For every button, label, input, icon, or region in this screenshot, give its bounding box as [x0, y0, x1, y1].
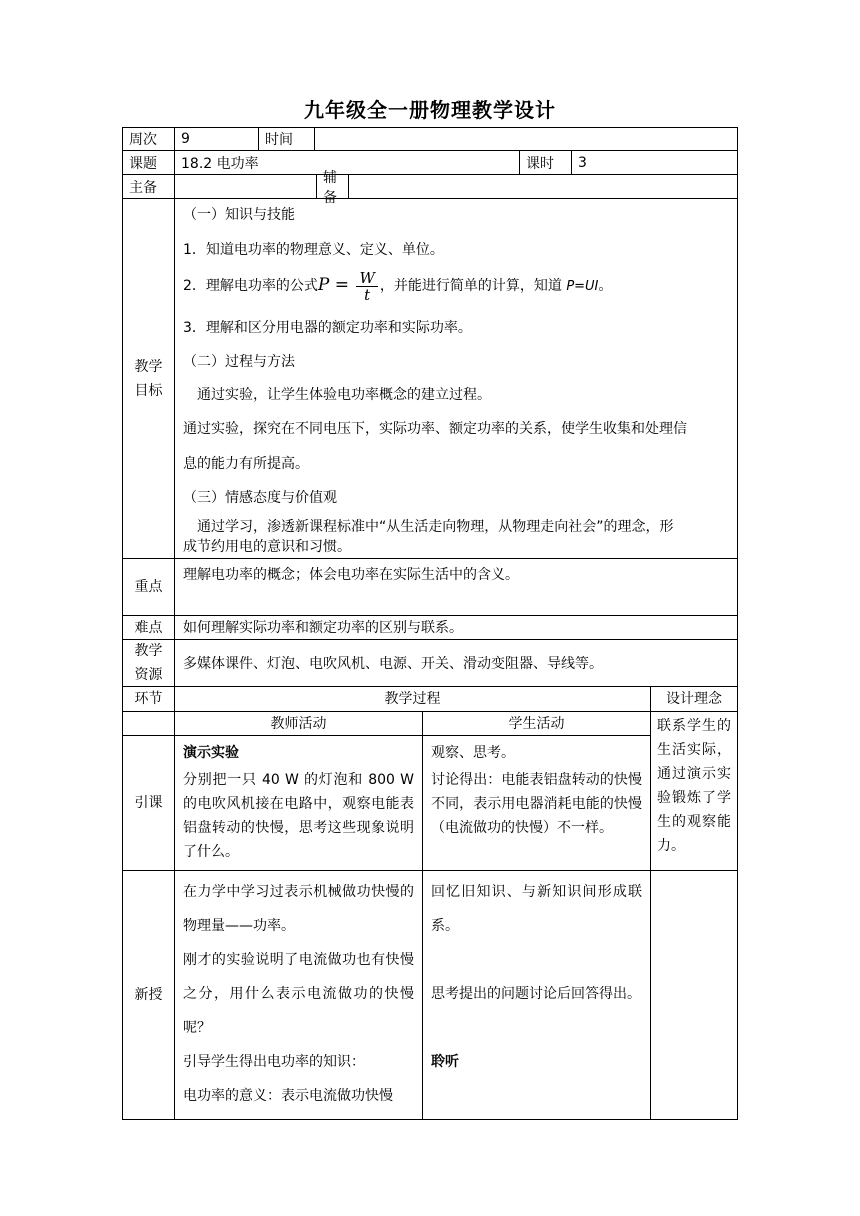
- hours-value-cell: [571, 150, 738, 175]
- intro-student-2: 讨论得出：电能表铝盘转动的快慢不同，表示用电器消耗电能的快慢（电流做功的快慢）不一样。: [431, 772, 642, 836]
- objective-k2-post: ，并能进行简单的计算，知道: [379, 278, 567, 294]
- formula-p: P: [317, 275, 330, 295]
- objective-k1: 1．知道电功率的物理意义、定义、单位。: [183, 242, 444, 258]
- difficulty-label-cell: [122, 615, 175, 640]
- intro-teacher-cell: [174, 735, 423, 871]
- lead-label: 主备: [129, 179, 157, 196]
- document-title: 九年级全一册物理教学设计: [304, 98, 556, 122]
- lead-value-cell: [174, 174, 317, 199]
- difficulty-label: 难点: [134, 619, 163, 636]
- stage-header: 环节: [134, 691, 163, 707]
- idea-header: 设计理念: [666, 691, 722, 707]
- subheader-blank-cell: [122, 711, 175, 736]
- newlesson-teacher-2: 刚才的实验说明了电流做功也有快慢之分，用什么表示电流做功的快慢呢？: [183, 952, 414, 1036]
- keypoint-label: 重点: [134, 579, 163, 595]
- newlesson-teacher-4: 电功率的意义：表示电流做功快慢: [183, 1088, 393, 1104]
- intro-student-cell: [422, 735, 651, 871]
- idea-header-cell: [650, 686, 738, 712]
- teacher-header-cell: [174, 711, 423, 736]
- objective-m2-line2: 息的能力有所提高。: [183, 456, 309, 472]
- intro-teacher-text: 分别把一只 40 W 的灯泡和 800 W 的电吹风机接在电路中，观察电能表铝盘转动的快慢，思考这些现象说明了什么。: [183, 772, 414, 860]
- objectives-content-cell: [174, 198, 738, 559]
- newlesson-label: 新授: [134, 987, 163, 1003]
- difficulty-text: 如何理解实际功率和额定功率的区别与联系。: [183, 620, 463, 636]
- formula-denominator: t: [364, 285, 371, 304]
- objective-e1-line1: 通过学习，渗透新课程标准中“从生活走向物理，从物理走向社会”的理念，形: [197, 519, 674, 535]
- time-value-cell: [314, 127, 738, 151]
- topic-value: 18.2 电功率: [181, 155, 259, 172]
- objective-e1-line2: 成节约用电的意识和习惯。: [183, 539, 351, 555]
- formula-fraction: [356, 270, 377, 303]
- objectives-section-knowledge: （一）知识与技能: [183, 207, 295, 223]
- newlesson-student-1: 回忆旧知识、与新知识间形成联系。: [431, 884, 642, 934]
- teacher-header: 教师活动: [270, 715, 327, 732]
- formula-numerator: W: [356, 270, 377, 287]
- student-header: 学生活动: [508, 715, 565, 732]
- process-header-cell: [174, 686, 651, 712]
- formula-pui: P=UI: [566, 279, 599, 294]
- objective-k2-end: 。: [598, 278, 613, 294]
- resources-text-cell: [174, 639, 738, 687]
- keypoint-text: 理解电功率的概念；体会电功率在实际生活中的含义。: [174, 558, 738, 616]
- newlesson-idea-cell: [650, 870, 738, 1120]
- objectives-label-cell: [122, 198, 175, 559]
- topic-label-cell: [122, 150, 175, 175]
- objectives-label: 教学 目标: [134, 358, 163, 399]
- newlesson-student-cell: [422, 870, 651, 1120]
- newlesson-teacher-3: 引导学生得出电功率的知识：: [183, 1054, 365, 1070]
- keypoint-label-cell: [122, 558, 175, 616]
- resources-label: 教学 资源: [134, 643, 163, 683]
- process-header: 教学过程: [384, 691, 441, 707]
- intro-teacher-title: 演示实验: [183, 745, 239, 761]
- intro-label-cell: [122, 735, 175, 871]
- assist-label-cell: [316, 169, 349, 206]
- objective-k2-pre: 2．理解电功率的公式: [183, 278, 318, 294]
- week-label: 周次: [129, 132, 157, 148]
- resources-label-cell: [122, 639, 175, 687]
- newlesson-student-3: 聆听: [431, 1054, 459, 1070]
- time-label-cell: [258, 127, 315, 151]
- hours-label: 课时: [526, 155, 554, 172]
- resources-text: 多媒体课件、灯泡、电吹风机、电源、开关、滑动变阻器、导线等。: [183, 656, 603, 672]
- newlesson-student-2: 思考提出的问题讨论后回答得出。: [431, 986, 641, 1002]
- objective-m1: 通过实验，让学生体验电功率概念的建立过程。: [197, 387, 491, 403]
- hours-value: 3: [578, 154, 587, 171]
- week-value-cell: [174, 127, 259, 151]
- newlesson-label-cell: [122, 870, 175, 1120]
- intro-student-1: 观察、思考。: [431, 745, 515, 761]
- objectives-section-process: （二）过程与方法: [183, 354, 295, 370]
- week-value: 9: [181, 131, 190, 147]
- idea-cell: [650, 711, 738, 871]
- assist-label: 辅备: [323, 169, 337, 206]
- idea-text: 联系学生的生活实际，通过演示实验锻炼了学生的观察能力。: [657, 718, 731, 854]
- formula-eq: =: [329, 275, 355, 295]
- objective-k2: [183, 265, 729, 307]
- assist-value-cell: [348, 174, 738, 199]
- stage-header-cell: [122, 686, 175, 712]
- objective-m2-line1: 通过实验，探究在不同电压下，实际功率、额定功率的关系，使学生收集和处理信: [183, 421, 687, 437]
- student-header-cell: [422, 711, 651, 736]
- intro-label: 引课: [134, 795, 163, 811]
- difficulty-text-cell: [174, 615, 738, 640]
- objective-k3: 3．理解和区分用电器的额定功率和实际功率。: [183, 320, 472, 336]
- week-label-cell: [122, 127, 175, 151]
- newlesson-teacher-cell: [174, 870, 423, 1120]
- lead-label-cell: [122, 174, 175, 199]
- objectives-section-emotion: （三）情感态度与价值观: [183, 490, 337, 506]
- newlesson-teacher-1: 在力学中学习过表示机械做功快慢的物理量——功率。: [183, 884, 414, 934]
- topic-label: 课题: [129, 155, 157, 172]
- hours-label-cell: [519, 150, 572, 175]
- time-label: 时间: [265, 132, 293, 148]
